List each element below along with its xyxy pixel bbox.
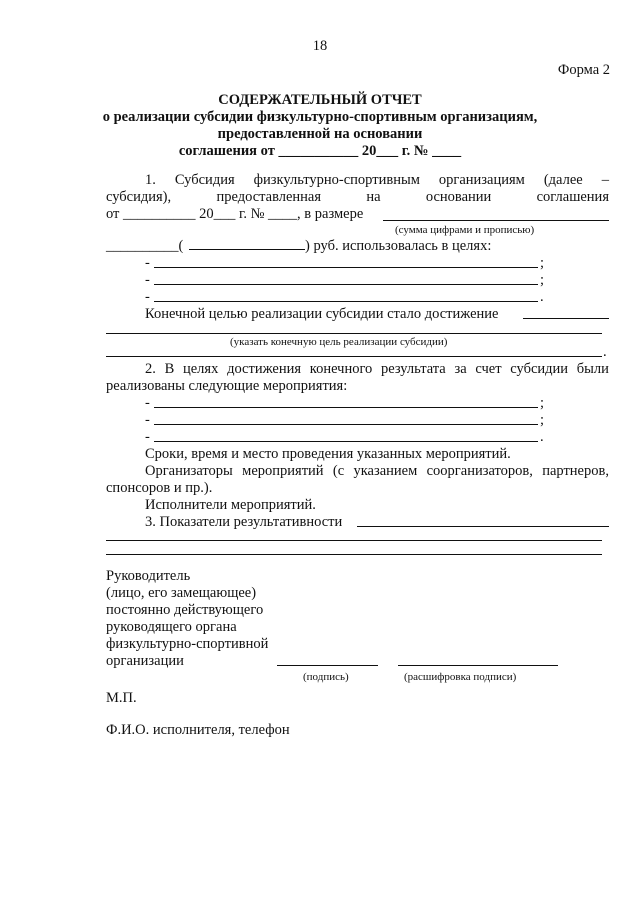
executors-text: Исполнители мероприятий. xyxy=(145,497,316,513)
semicolon: ; xyxy=(540,255,545,271)
semicolon: ; xyxy=(540,412,545,428)
hint-decoding: (расшифровка подписи) xyxy=(404,671,517,683)
section3-label: 3. Показатели результативности xyxy=(145,514,343,530)
final-goal-blank-a xyxy=(523,317,609,319)
word: за xyxy=(454,361,467,377)
word: физкультурно-спортивным xyxy=(253,172,420,188)
stamp-label: М.П. xyxy=(106,690,137,706)
event-blank-2 xyxy=(154,423,538,425)
indicators-blank-b xyxy=(106,539,602,541)
form-label: Форма 2 xyxy=(557,62,610,78)
signature-line-2: (лицо, его замещающее) xyxy=(106,585,257,601)
word: основании xyxy=(425,189,492,205)
bullet: - xyxy=(145,395,150,411)
word: субсидии xyxy=(510,361,569,377)
section2-row1 xyxy=(145,361,609,378)
word: конечного xyxy=(309,361,373,377)
signature-line-6: организации xyxy=(106,653,184,669)
section1-row4-right: ) руб. использовалась в целях: xyxy=(305,238,492,254)
word: были xyxy=(576,361,609,377)
word: счет xyxy=(475,361,502,377)
signature-blank xyxy=(277,664,378,666)
period: . xyxy=(603,344,607,360)
hint-signature: (подпись) xyxy=(303,671,349,683)
indicators-blank-c xyxy=(106,553,602,555)
hint-amount: (сумма цифрами и прописью) xyxy=(395,224,535,236)
word: субсидия), xyxy=(106,189,172,205)
signature-line-1: Руководитель xyxy=(106,568,191,584)
word: 1. xyxy=(145,172,156,188)
bullet: - xyxy=(145,255,150,271)
final-goal-label: Конечной целью реализации субсидии стало достижение xyxy=(145,306,499,322)
bullet: - xyxy=(145,429,150,445)
word: Организаторы xyxy=(145,463,233,479)
page-number: 18 xyxy=(312,38,328,54)
semicolon: ; xyxy=(540,272,545,288)
word: 2. xyxy=(145,361,156,377)
indicators-blank-a xyxy=(357,525,609,527)
title-line-1: СОДЕРЖАТЕЛЬНЫЙ ОТЧЕТ xyxy=(218,92,422,108)
title-line-3: предоставленной на основании xyxy=(217,126,423,142)
goal-blank-3 xyxy=(154,300,538,302)
word: результата xyxy=(381,361,446,377)
word: соорганизаторов, xyxy=(426,463,533,479)
bullet: - xyxy=(145,412,150,428)
event-blank-3 xyxy=(154,440,538,442)
amount-words-blank xyxy=(189,248,305,250)
bullet: - xyxy=(145,289,150,305)
word: партнеров, xyxy=(542,463,609,479)
section1-row4-left: __________( xyxy=(106,238,184,254)
section1-row2 xyxy=(106,189,609,206)
executor-contact: Ф.И.О. исполнителя, телефон xyxy=(106,722,290,738)
organizers-row xyxy=(145,463,609,480)
word: достижения xyxy=(227,361,302,377)
period: . xyxy=(540,429,544,445)
word: организациям xyxy=(438,172,525,188)
event-blank-1 xyxy=(154,406,538,408)
word: указанием xyxy=(353,463,418,479)
word: – xyxy=(601,172,609,188)
word: В xyxy=(164,361,175,377)
hint-goal: (указать конечную цель реализации субсидии) xyxy=(230,336,448,348)
terms-text: Сроки, время и место проведения указанных мероприятий. xyxy=(145,446,511,462)
goal-blank-1 xyxy=(154,266,538,268)
word: соглашения xyxy=(536,189,609,205)
word: целях xyxy=(182,361,219,377)
section1-row3: от __________ 20___ г. № ____, в размере xyxy=(106,206,364,222)
title-line-4: соглашения от ___________ 20___ г. № ____ xyxy=(178,143,462,159)
signature-line-5: физкультурно-спортивной xyxy=(106,636,269,652)
word: на xyxy=(366,189,381,205)
section2-row2: реализованы следующие мероприятия: xyxy=(106,378,348,394)
word: предоставленная xyxy=(216,189,322,205)
signature-line-4: руководящего органа xyxy=(106,619,237,635)
signature-decoding-blank xyxy=(398,664,558,666)
section1-row1 xyxy=(145,172,609,189)
title-line-2: о реализации субсидии физкультурно-спортивным организациям, xyxy=(102,109,538,125)
signature-line-3: постоянно действующего xyxy=(106,602,264,618)
final-goal-blank-c xyxy=(106,355,602,357)
organizers-cont: спонсоров и пр.). xyxy=(106,480,213,496)
amount-blank xyxy=(383,219,609,221)
period: . xyxy=(540,289,544,305)
word: (с xyxy=(332,463,345,479)
bullet: - xyxy=(145,272,150,288)
goal-blank-2 xyxy=(154,283,538,285)
word: (далее xyxy=(543,172,583,188)
semicolon: ; xyxy=(540,395,545,411)
word: Субсидия xyxy=(174,172,235,188)
word: мероприятий xyxy=(242,463,324,479)
